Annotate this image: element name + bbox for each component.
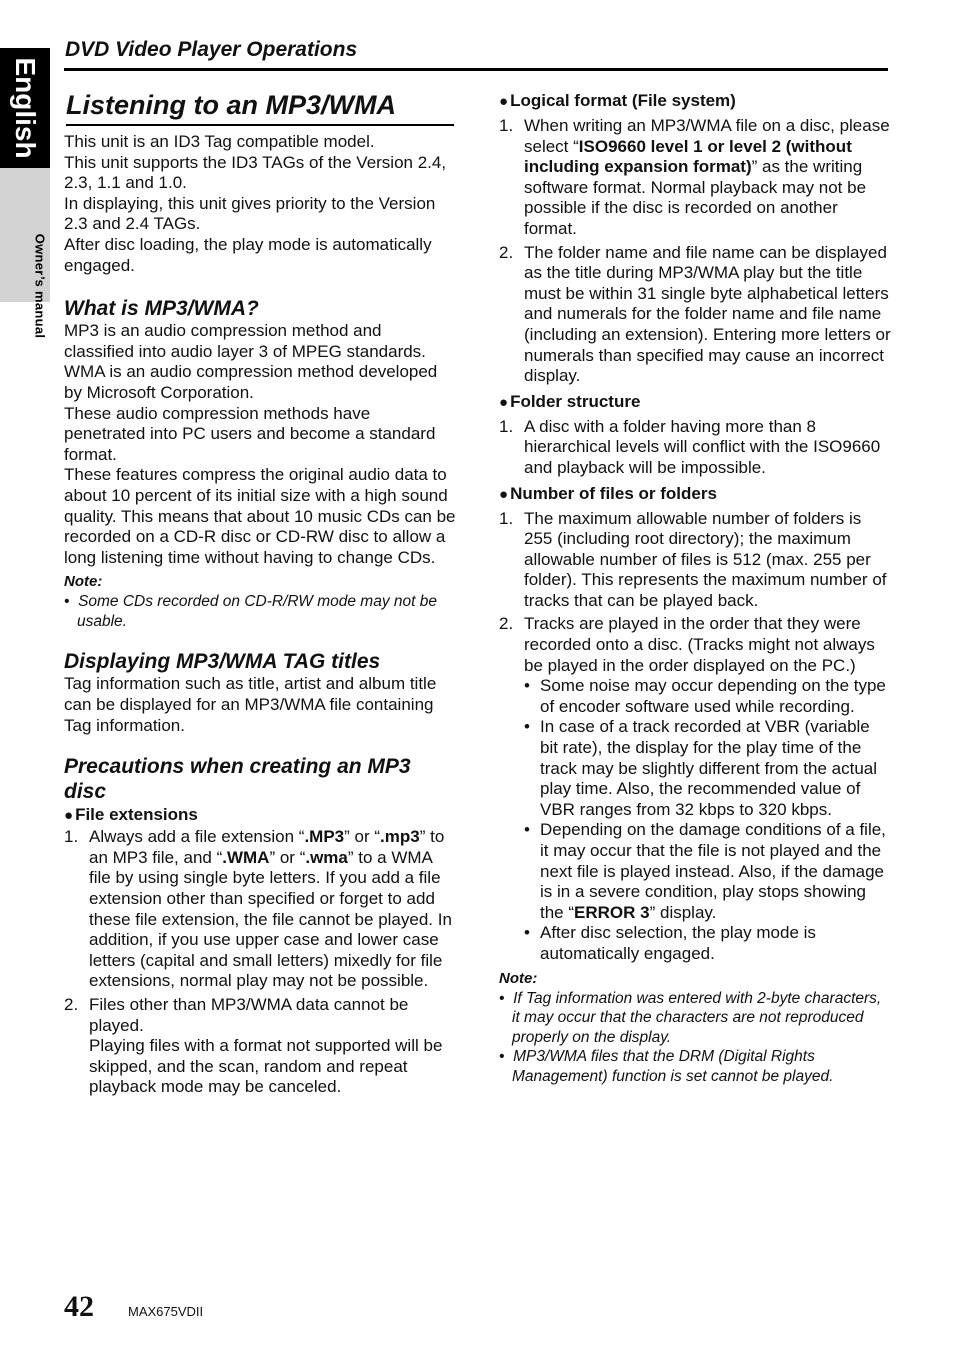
item-text: Playing files with a format not supported will be skipped, and the scan, random and repeat playback mode may be canceled. <box>89 1036 443 1097</box>
numbered-item <box>499 509 891 612</box>
item-text: The maximum allowable number of folders is 255 (including root directory); the maximum allowable number of files is 512 (max. 255 per folder). This represents the maximum number of tracks that can be played back. <box>524 508 887 610</box>
item-text: ” or “ <box>269 847 306 867</box>
item-number: 1. <box>64 827 79 847</box>
heading-text: Number of files or folders <box>510 483 717 503</box>
model-number: MAX675VDII <box>128 1304 204 1319</box>
item-number: 2. <box>499 242 514 262</box>
header-rule <box>64 68 888 71</box>
sub-bullet-item <box>499 923 891 964</box>
heading-text: Folder structure <box>510 391 641 411</box>
file-extensions-heading <box>64 804 456 827</box>
intro-paragraph: After disc loading, the play mode is automatically engaged. <box>64 234 432 275</box>
item-number: 1. <box>499 508 514 528</box>
numbered-item <box>64 995 456 1098</box>
precautions-heading: Precautions when creating an MP3 disc <box>64 755 411 804</box>
section-header: DVD Video Player Operations <box>65 38 358 61</box>
item-text: When writing an MP3/WMA file on a disc, please select “ <box>524 116 890 156</box>
bullet-glyph: • <box>499 989 505 1007</box>
sub-bullet-item <box>499 676 891 717</box>
item-text: Files other than MP3/WMA data cannot be played. <box>89 995 409 1035</box>
item-text: Depending on the damage conditions of a file, it may occur that the file is not played and the next file is played instead. Also, if the damage is in a severe condition, play stops showing the “ <box>540 820 886 922</box>
note-item <box>499 989 891 1048</box>
intro-paragraph: This unit supports the ID3 TAGs of the Version 2.4, 2.3, 1.1 and 1.0. <box>64 152 447 193</box>
item-text: ” to a WMA file by using single byte letters. If you add a file extension other than specified or forget to add these file extension, the file cannot be played. In addition, if you use upper case and lower case letters (capital and small letters) mixedly for file extensions, normal play may not be possible. <box>89 847 452 991</box>
item-text: Tracks are played in the order that they were recorded onto a disc. (Tracks might not always be played in the order displayed on the PC.) <box>524 614 875 675</box>
item-text: Always add a file extension “ <box>89 827 305 847</box>
page-number: 42 <box>64 1290 94 1323</box>
heading-text: Logical format (File system) <box>510 91 736 110</box>
numbered-item <box>499 116 891 240</box>
page-title: Listening to an MP3/WMA <box>66 90 454 126</box>
bullet-dot: ● <box>499 485 509 503</box>
body-paragraph: These audio compression methods have penetrated into PC users and become a standard format. <box>64 403 436 464</box>
numbered-item <box>499 614 891 676</box>
language-label: English <box>10 57 41 159</box>
bullet-dot: ● <box>499 93 509 110</box>
item-bold: ISO9660 level 1 or level 2 (without including expansion format) <box>524 136 852 177</box>
bullet-glyph: • <box>499 1048 505 1066</box>
item-number: 2. <box>64 995 79 1014</box>
right-column <box>499 84 891 1087</box>
item-text: After disc selection, the play mode is automatically engaged. <box>540 923 816 963</box>
note-item <box>499 1047 891 1086</box>
what-is-heading: What is MP3/WMA? <box>64 297 259 321</box>
note-item <box>64 592 456 631</box>
logical-format-heading <box>499 90 891 113</box>
note-text: Some CDs recorded on CD-R/RW mode may not be usable. <box>77 593 437 630</box>
note-text: MP3/WMA files that the DRM (Digital Rights Management) function is set cannot be played. <box>512 1048 834 1085</box>
note-text: If Tag information was entered with 2-byte characters, it may occur that the characters are not reproduced properly on the display. <box>512 989 882 1046</box>
item-bold: ERROR 3 <box>574 902 650 922</box>
bullet-glyph: • <box>524 923 530 943</box>
body-paragraph: Tag information such as title, artist and album title can be displayed for an MP3/WMA file containing Tag information. <box>64 674 437 735</box>
intro-block <box>64 132 456 276</box>
side-language-tab <box>0 48 50 339</box>
item-text: In case of a track recorded at VBR (variable bit rate), the display for the play time of the track may be slightly different from the actual play time. Also, the recommended value of VBR ranges from 32 kbps to 320 kbps. <box>540 717 878 819</box>
numbered-item <box>499 243 891 387</box>
note-label: Note: <box>499 969 538 987</box>
numbered-item <box>64 827 456 992</box>
folder-structure-heading <box>499 391 891 414</box>
item-text: The folder name and file name can be displayed as the title during MP3/WMA play but the title must be within 31 single byte alphabetical letters and numerals for the folder name and file name (including an extension). Entering more letters or numerals than specified may cause an incorrect display. <box>524 242 891 386</box>
sub-bullet-item <box>499 717 891 820</box>
heading-text: File extensions <box>75 805 198 825</box>
item-number: 1. <box>499 116 514 135</box>
item-bold: .wma <box>305 847 348 867</box>
body-paragraph: WMA is an audio compression method developed by Microsoft Corporation. <box>64 362 438 402</box>
item-bold: .mp3 <box>380 827 420 847</box>
bullet-dot: ● <box>64 807 74 825</box>
numbered-item <box>499 417 891 479</box>
note-label: Note: <box>64 573 103 591</box>
bullet-glyph: • <box>64 593 70 611</box>
bullet-glyph: • <box>524 717 530 737</box>
item-text: ” or “ <box>344 827 381 847</box>
left-column <box>64 84 456 1098</box>
item-text: ” display. <box>649 902 717 922</box>
item-text: Some noise may occur depending on the type of encoder software used while recording. <box>540 676 886 716</box>
bullet-glyph: • <box>524 676 530 696</box>
item-text: ” to an MP3 file, and “ <box>89 827 445 867</box>
number-of-files-heading <box>499 483 891 506</box>
body-paragraph: MP3 is an audio compression method and classified into audio layer 3 of MPEG standards. <box>64 321 426 361</box>
bullet-glyph: • <box>524 820 530 840</box>
item-text: ” as the writing software format. Normal playback may not be possible if the disc is recorded on another format. <box>524 157 867 238</box>
manual-label: Owner’s manual <box>32 233 48 339</box>
intro-paragraph: This unit is an ID3 Tag compatible model. <box>64 132 375 151</box>
item-bold: .MP3 <box>304 827 345 847</box>
intro-paragraph: In displaying, this unit gives priority to the Version 2.3 and 2.4 TAGs. <box>64 193 436 234</box>
body-paragraph: These features compress the original audio data to about 10 percent of its initial size with a high sound quality. This means that about 10 music CDs can be recorded on a CD-R disc or CD-RW disc to allow a long listening time without having to change CDs. <box>64 465 456 567</box>
item-bold: .WMA <box>222 847 270 867</box>
sub-bullet-item <box>499 820 891 923</box>
bullet-dot: ● <box>499 393 509 411</box>
item-number: 1. <box>499 416 514 436</box>
item-text: A disc with a folder having more than 8 hierarchical levels will conflict with the ISO9660 and playback will be impossible. <box>524 416 881 477</box>
tag-titles-heading: Displaying MP3/WMA TAG titles <box>64 650 381 674</box>
item-number: 2. <box>499 614 514 634</box>
